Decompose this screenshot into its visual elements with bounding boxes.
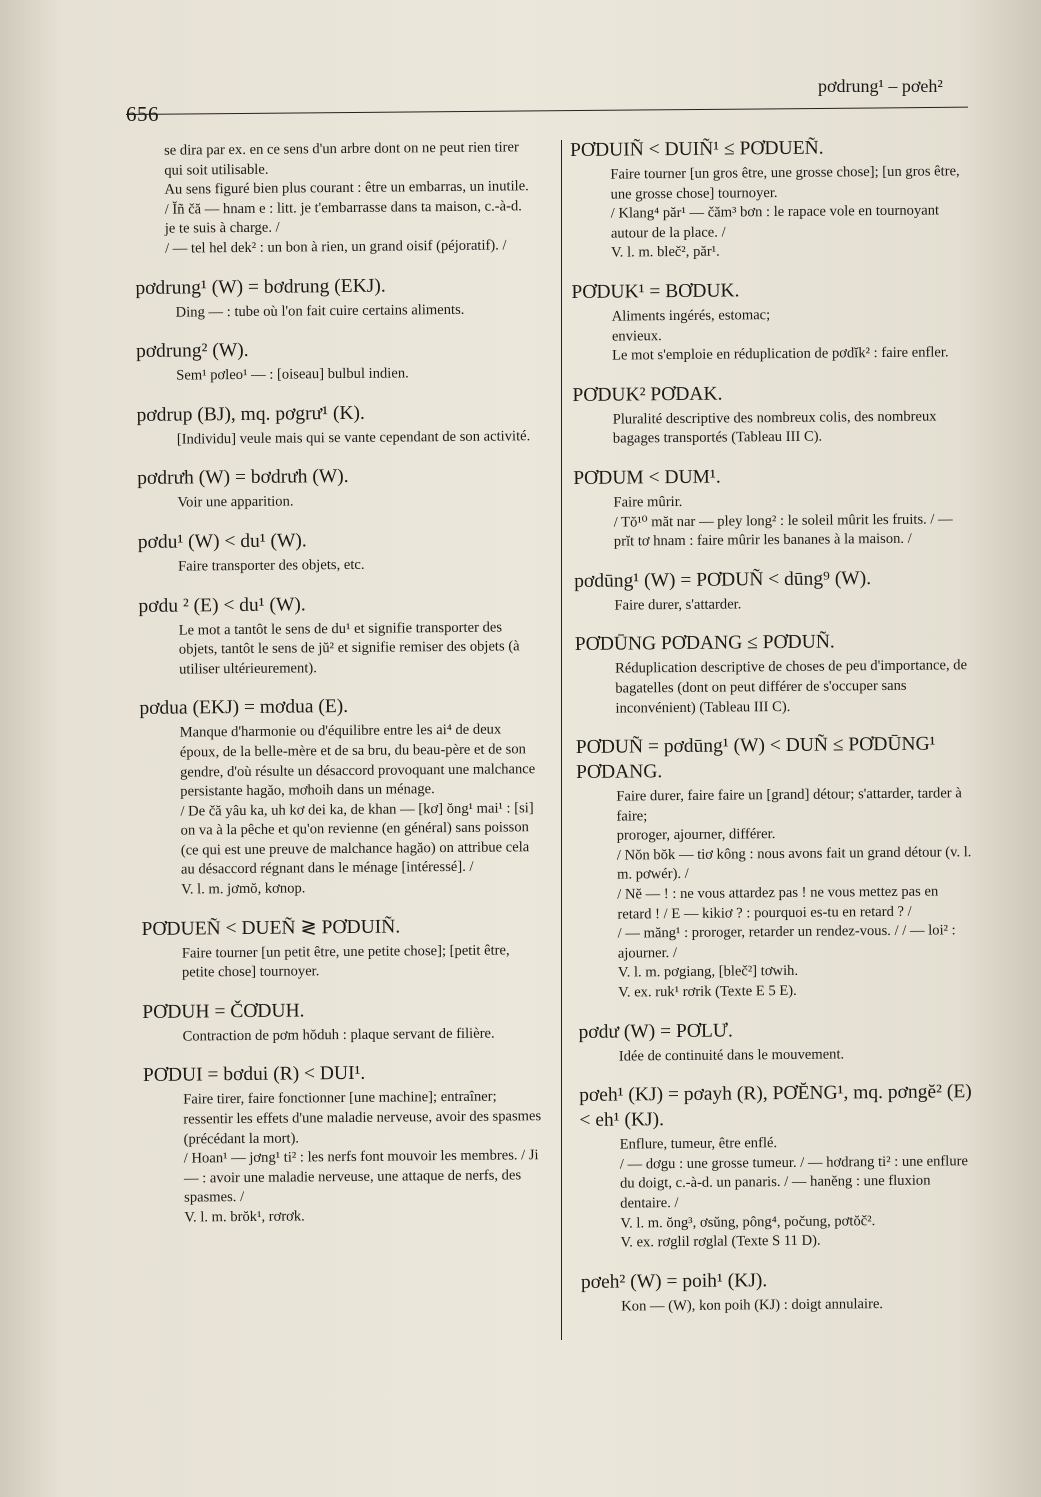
definition-line: / Tŏ¹⁰ măt nar — pley long² : le soleil mûrit les fruits. / — prĭt tơ hnam : faire mûrir les bananes à la maison. /	[613, 510, 953, 550]
dictionary-entry-podu2	[138, 590, 537, 681]
definition-line: / — dơgu : une grosse tumeur. / — hơdrang ti² : une enflure du doigt, c.-à-d. un panaris. / — hanĕng : une fluxion dentaire. /	[619, 1153, 969, 1212]
definition-line: Faire mûrir.	[613, 493, 683, 511]
column-divider	[561, 140, 562, 1340]
entry-definition	[620, 1132, 979, 1253]
definition-line: Au sens figuré bien plus courant : être un embarras, un inutile.	[164, 178, 529, 198]
entry-headword: PƠDUEÑ < DUEÑ ≷ PƠDUIÑ.	[141, 916, 401, 940]
dictionary-entry-cont	[134, 138, 533, 259]
entry-definition	[176, 300, 534, 323]
entry-definition	[621, 1294, 979, 1317]
definition-line: Sem¹ pơleo¹ — : [oiseau] bulbul indien.	[176, 365, 409, 384]
entry-headword: pơdrưh (W) = bơdrưh (W).	[137, 466, 349, 490]
definition-line: V. l. m. pơgiang, [blеč²] tơwih.	[617, 963, 799, 982]
entry-definition	[183, 1024, 541, 1047]
entry-headword: PƠDUI = bơdui (R) < DUI¹.	[142, 1063, 366, 1087]
entry-definition	[619, 1044, 977, 1067]
definition-line: V. l. m. brŏk¹, rơrơk.	[184, 1208, 305, 1226]
entry-definition	[610, 162, 969, 263]
definition-line: Faire tirer, faire fonctionner [une machine]; entraîner;	[183, 1089, 497, 1109]
dictionary-entry-poeh1	[579, 1079, 979, 1253]
running-head: pơdrung¹ – pơeh²	[818, 76, 943, 96]
definition-line: Manque d'harmonie ou d'équilibre entre les ai⁴ de deux époux, de la belle-mère et de sa bru, du beau-père et de son gendre, d'où résulte un désaccord provoquant une malchance persistante hagăo, mơhoih dans un ménage.	[179, 721, 536, 800]
dictionary-entry-podun	[576, 731, 977, 1003]
definition-line: Kon — (W), kon poih (KJ) : doigt annulaire.	[621, 1295, 884, 1315]
definition-line: V. l. m. blеč², păr¹.	[611, 243, 720, 261]
definition-line: / Hoan¹ — jơng¹ ti² : les nerfs font mouvoir les membres. / Ji — : avoir une maladie nerveuse, une attaque de nerfs, des spasmes. /	[183, 1147, 539, 1206]
entry-definition	[164, 138, 533, 259]
entry-definition	[179, 618, 538, 680]
definition-line: Enflure, tumeur, être enflé.	[619, 1135, 778, 1153]
dictionary-entry-poduen	[141, 913, 540, 984]
entry-headword: PƠDUM < DUM¹.	[573, 466, 721, 489]
definition-line: V. ex. rơglil rơglal (Texte S 11 D).	[620, 1232, 821, 1251]
entry-headword: pơdrup (BJ), mq. pơgrư¹ (K).	[136, 402, 365, 426]
entry-definition	[616, 784, 976, 1003]
entry-definition	[176, 363, 534, 386]
definition-line: proroger, ajourner, différer.	[616, 826, 776, 844]
definition-line: Faire transporter des objets, etc.	[178, 556, 365, 575]
definition-line: Contraction de pơm hŏduh : plaque servant de filière.	[182, 1025, 495, 1045]
dictionary-entry-podrung2	[136, 335, 534, 386]
dictionary-entry-podum	[573, 462, 972, 553]
entry-headword: PƠDUÑ = pơdūng¹ (W) < DUÑ ≤ PƠDŪNG¹ PƠDANG.	[575, 733, 936, 784]
definition-line: ressentir les effets d'une maladie nerveuse, avoir des spasmes (précédant la mort).	[183, 1108, 542, 1148]
definition-line: V. l. m. ŏng³, ơsŭng, pông⁴, počung, pơtŏč².	[620, 1212, 876, 1232]
dictionary-entry-podruh	[137, 463, 535, 514]
dictionary-entry-podu-w	[578, 1016, 976, 1067]
definition-line: Pluralité descriptive des nombreux colis, des nombreux bagages transportés (Tableau III C).	[612, 408, 937, 447]
entry-headword: pơdư (W) = PƠLƯ.	[578, 1020, 733, 1043]
dictionary-entry-poduk2	[572, 379, 971, 450]
entry-headword: PƠDUK¹ = BƠDUK.	[571, 280, 740, 303]
dictionary-entry-poduk1	[571, 276, 970, 367]
entry-headword: PƠDŪNG PƠDANG ≤ PƠDUÑ.	[574, 631, 835, 656]
dictionary-entry-poduin	[570, 134, 969, 264]
entry-definition	[183, 1088, 542, 1229]
entry-definition	[613, 490, 972, 552]
right-column	[570, 134, 979, 1333]
definition-line: / — tel hel dek² : un bon à rien, un grand oisif (péjoratif). /	[164, 237, 507, 257]
definition-line: / — măng¹ : proroger, retarder un rendez-vous. / / — loi² : ajourner. /	[617, 922, 956, 962]
page-number: 656	[126, 102, 159, 126]
definition-line: Faire tourner [un petit être, une petite chose]; [petit être, petite chose] tournoyer.	[181, 942, 510, 981]
dictionary-entry-poduh	[142, 996, 540, 1047]
dictionary-entry-podung-podang	[575, 628, 974, 719]
entry-headword: pơdu ² (E) < du¹ (W).	[138, 593, 306, 617]
entry-headword: pơeh¹ (KJ) = pơayh (R), PƠĔNG¹, mq. pơngĕ² (E) < eh¹ (KJ).	[579, 1081, 972, 1132]
definition-line: Aliments ingérés, estomac;	[611, 307, 771, 325]
definition-line: Faire tourner [un gros être, une grosse chose]; [un gros être, une grosse chose] tournoyer.	[610, 163, 960, 203]
definition-line: envieux.	[611, 327, 662, 345]
definition-line: [Individu] veule mais qui se vante cependant de son activité.	[176, 427, 531, 448]
definition-line: / Nĕ — ! : ne vous attardez pas ! ne vous mettez pas en retard ! / E — kikiơ ? : pourquoi es-tu en retard ? /	[617, 883, 939, 923]
left-column	[134, 138, 543, 1244]
definition-line: / Klang⁴ păr¹ — čăm³ bơn : le rapace vole en tournoyant autour de la place. /	[610, 202, 940, 242]
definition-line: Réduplication descriptive de choses de peu d'importance, de bagatelles (dont on peut différer de s'occuper sans inconvénient) (Tableau III C).	[615, 657, 968, 717]
definition-line: / Ĭñ čă — hnam e : litt. je t'embarrasse dans ta maison, c.-à-d. je te suis à charge. /	[164, 198, 522, 238]
definition-line: se dira par ex. en ce sens d'un arbre dont on ne peut rien tirer qui soit utilisable.	[164, 139, 519, 179]
entry-headword: PƠDUK² PƠDAK.	[572, 383, 723, 406]
entry-definition	[182, 941, 540, 984]
header-rule	[126, 107, 968, 115]
definition-line: Le mot a tantôt le sens de du¹ et signifie transporter des objets, tantôt le sens de jŭ² et signifie remiser des objets (à utiliser ultérieurement).	[178, 619, 520, 678]
entry-headword: pơdūng¹ (W) = PƠDUÑ < dūng⁹ (W).	[574, 567, 872, 592]
entry-definition	[177, 491, 535, 514]
dictionary-entry-poeh2	[581, 1266, 979, 1317]
definition-line: Faire durer, s'attarder.	[614, 596, 742, 614]
dictionary-entry-podrung1	[135, 272, 533, 323]
entry-definition	[178, 554, 536, 577]
entry-headword: pơdrung² (W).	[135, 340, 249, 363]
entry-headword: PƠDUIÑ < DUIÑ¹ ≤ PƠDUEÑ.	[570, 137, 824, 161]
dictionary-entry-podu1	[138, 526, 536, 577]
definition-line: Voir une apparition.	[177, 493, 294, 511]
entry-headword: pơdu¹ (W) < du¹ (W).	[137, 530, 307, 553]
definition-line: V. ex. ruk¹ rơrik (Texte E 5 E).	[618, 982, 797, 1001]
entry-definition	[614, 593, 972, 616]
entry-definition	[613, 407, 971, 450]
definition-line: / Nŏn bŏk — tiơ kông : nous avons fait un grand détour (v. l. m. pơwér). /	[616, 844, 972, 884]
definition-line: Faire durer, faire faire un [grand] détour; s'attarder, tarder à faire;	[616, 785, 962, 825]
definition-line: Idée de continuité dans le mouvement.	[618, 1046, 845, 1065]
definition-line: Ding — : tube où l'on fait cuire certains aliments.	[175, 301, 465, 321]
definition-line: V. l. m. jơmŏ, kơnop.	[181, 880, 306, 898]
dictionary-entry-podui	[143, 1060, 543, 1229]
entry-headword: pơdua (EKJ) = mơdua (E).	[139, 696, 349, 720]
definition-line: / De čă yâu ka, uh kơ dei ka, de khan — [kơ] ŏng¹ mai¹ : [si] on va à la pêche et qu'on revienne (en général) sans poisson (ce qui est une preuve de malchance hagăo) on attribue cela au désaccord régnant dans le ménage [intéressé]. /	[180, 799, 534, 879]
entry-headword: PƠDUH = ČƠDUH.	[142, 1000, 305, 1023]
entry-headword: pơdrung¹ (W) = bơdrung (EKJ).	[135, 275, 386, 299]
entry-definition	[612, 304, 971, 366]
dictionary-entry-podua	[139, 692, 539, 900]
entry-definition	[615, 656, 974, 718]
entry-definition	[177, 427, 535, 450]
entry-headword: pơeh² (W) = poih¹ (KJ).	[580, 1269, 768, 1293]
dictionary-entry-podrup	[137, 399, 535, 450]
definition-line: Le mot s'emploie en réduplication de pơdĭk² : faire enfler.	[612, 344, 949, 364]
dictionary-entry-podung1	[574, 565, 972, 616]
entry-definition	[180, 720, 540, 900]
